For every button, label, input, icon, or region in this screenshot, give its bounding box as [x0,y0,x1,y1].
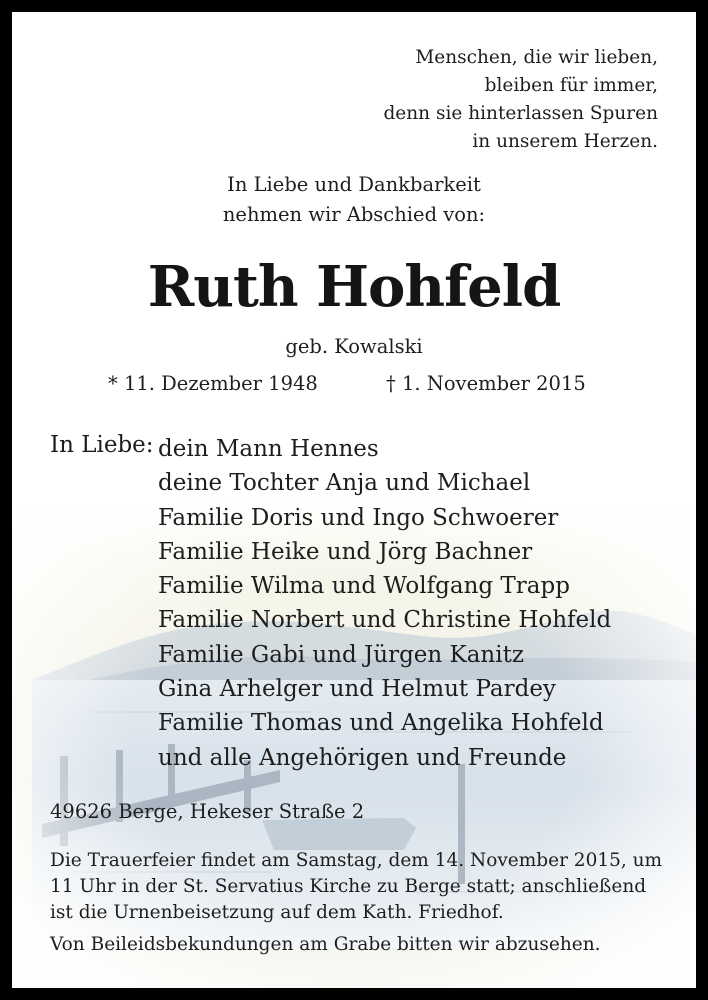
mourner-entry: Familie Gabi und Jürgen Kanitz [158,641,524,668]
mourner-entry: Familie Norbert und Christine Hohfeld [158,607,612,634]
mourner-entry: Familie Wilma und Wolfgang Trapp [158,573,570,600]
mourner-entry: Gina Arhelger und Helmut Pardey [158,676,556,703]
ceremony-line: 11 Uhr in der St. Servatius Kirche zu Berge statt; anschließend [50,876,647,897]
mourner-entry: und alle Angehörigen und Freunde [158,744,567,771]
poem-line: in unserem Herzen. [472,131,658,152]
mourner-entry: Familie Doris und Ingo Schwoerer [158,504,559,531]
intro-line: nehmen wir Abschied von: [222,203,486,226]
ceremony-line: ist die Urnenbeisetzung auf dem Kath. Friedhof. [50,902,504,923]
condolence-note: Von Beileidsbekundungen am Grabe bitten wir abzusehen. [50,934,601,955]
death-date: † 1. November 2015 [386,372,586,395]
family-address: 49626 Berge, Hekeser Straße 2 [50,800,365,823]
poem-line: denn sie hinterlassen Spuren [383,103,658,124]
deceased-name: Ruth Hohfeld [147,254,561,320]
ceremony-line: Die Trauerfeier findet am Samstag, dem 14. November 2015, um [50,850,663,871]
birth-name: geb. Kowalski [285,335,423,358]
poem-verse [383,44,658,156]
ceremony-info [50,848,662,926]
mourner-entry: Familie Heike und Jörg Bachner [158,538,533,565]
intro-text [12,170,696,230]
intro-line: In Liebe und Dankbarkeit [227,173,481,196]
mourner-entry: deine Tochter Anja und Michael [158,470,531,497]
mourners-list [158,432,611,775]
mourner-entry: Familie Thomas und Angelika Hohfeld [158,710,604,737]
mourner-entry: dein Mann Hennes [158,436,379,462]
mourners-label: In Liebe: [50,432,154,458]
poem-line: bleiben für immer, [484,75,658,96]
obituary-card [12,12,696,988]
poem-line: Menschen, die wir lieben, [415,47,658,68]
birth-date: * 11. Dezember 1948 [108,372,318,395]
